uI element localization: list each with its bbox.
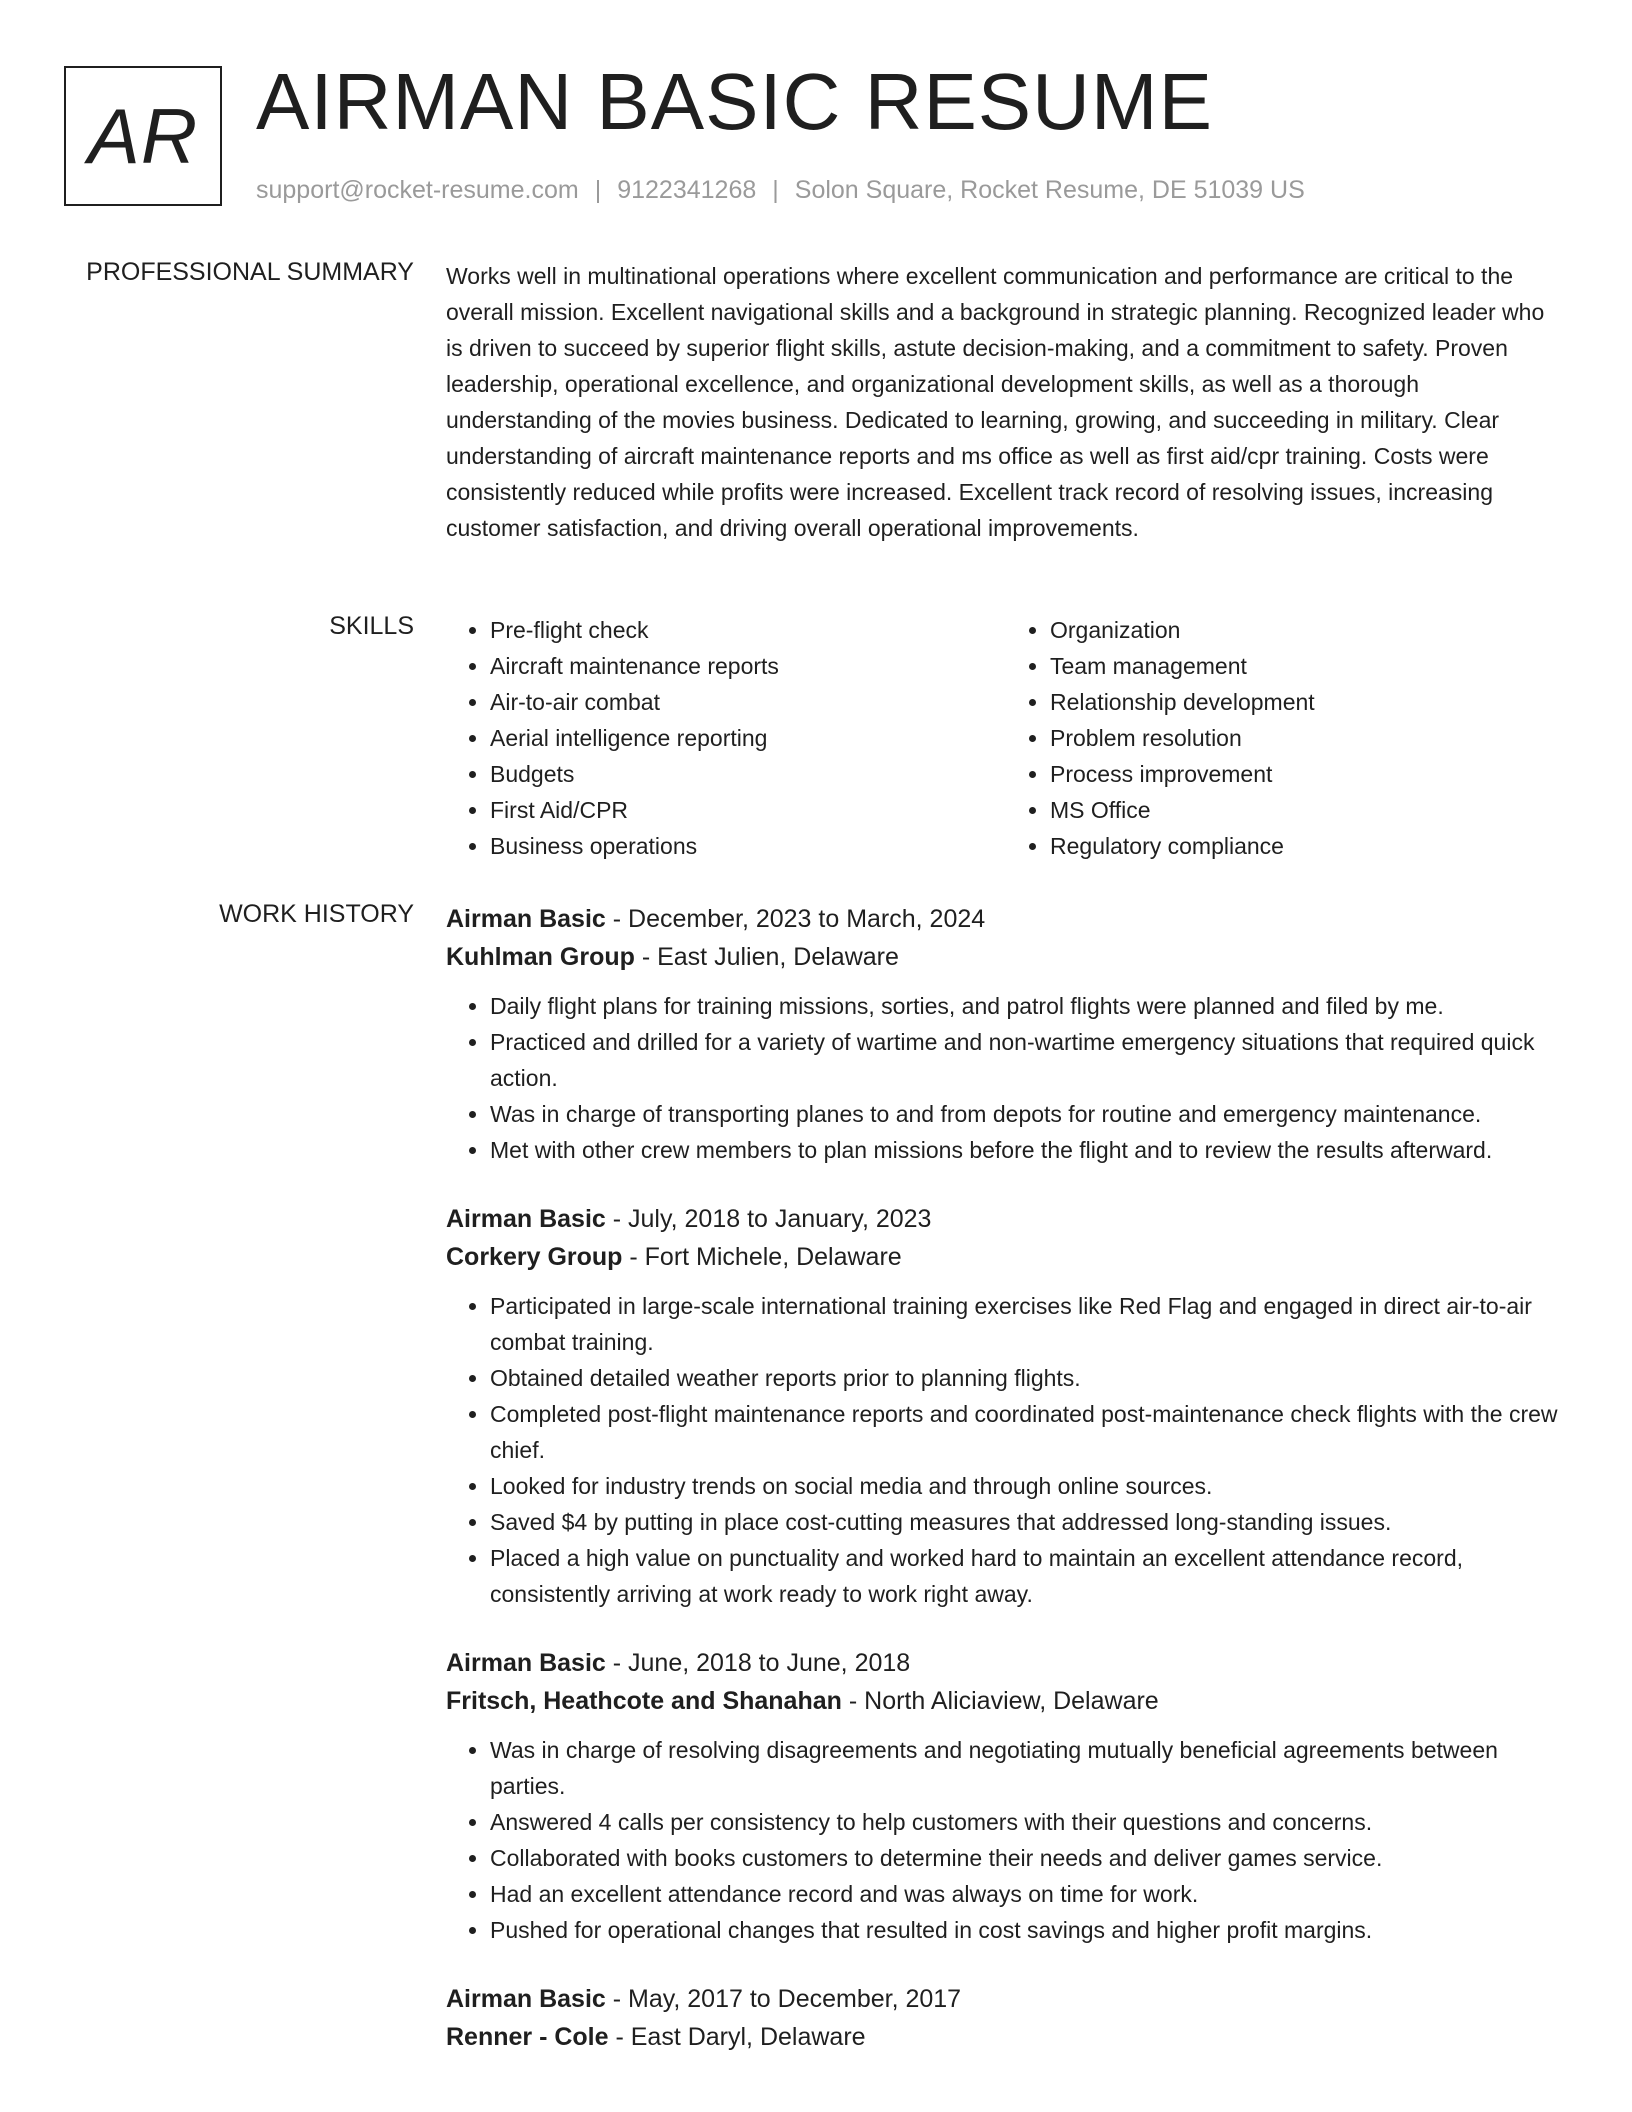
skill-item: • Organization <box>1050 612 1566 648</box>
skill-item: • Relationship development <box>1050 684 1566 720</box>
job-bullet: • Participated in large-scale international training exercises like Red Flag and engaged in direct air-to-air combat training. <box>490 1288 1566 1360</box>
resume-title: AIRMAN BASIC RESUME <box>256 57 1213 146</box>
summary-text: Works well in multinational operations where excellent communication and performance are critical to the overall mission. Excellent navigational skills and a background in strategic planning. Recognized leader who is driven to succeed by superior flight skills, astute decision-making, and a commitment to safety. Proven leadership, operational excellence, and organizational development skills, as well as a thorough understanding of the movies business. Dedicated to learning, growing, and succeeding in military. Clear understanding of aircraft maintenance reports and ms office as well as first aid/cpr training. Costs were consistently reduced while profits were increased. Excellent track record of resolving issues, increasing customer satisfaction, and driving overall operational improvements. <box>446 263 1545 541</box>
job-location: - East Julien, Delaware <box>634 943 899 971</box>
contact-line <box>256 176 1305 205</box>
job-entry <box>446 900 1566 1168</box>
job-entry <box>446 1644 1566 1948</box>
job-dates: - December, 2023 to March, 2024 <box>605 905 986 933</box>
job-dates: - July, 2018 to January, 2023 <box>605 1205 932 1233</box>
job-company-line <box>446 2018 1566 2056</box>
skills-body <box>446 612 1566 864</box>
job-company-line <box>446 938 1566 976</box>
skill-item: • Aerial intelligence reporting <box>490 720 1006 756</box>
job-bullet: • Was in charge of transporting planes to and from depots for routine and emergency maintenance. <box>490 1096 1566 1132</box>
job-bullet: • Was in charge of resolving disagreements and negotiating mutually beneficial agreements between parties. <box>490 1732 1566 1804</box>
job-bullets <box>446 988 1566 1168</box>
contact-separator: | <box>772 176 779 204</box>
skill-item: • Budgets <box>490 756 1006 792</box>
skills-label: SKILLS <box>329 612 414 640</box>
skill-item: • MS Office <box>1050 792 1566 828</box>
skill-item: • Process improvement <box>1050 756 1566 792</box>
job-company: Renner - Cole <box>446 2023 609 2051</box>
job-location: - North Aliciaview, Delaware <box>841 1687 1159 1715</box>
monogram-logo <box>64 66 222 206</box>
job-title-line <box>446 1980 1566 2018</box>
job-bullet: • Placed a high value on punctuality and worked hard to maintain an excellent attendance record, consistently arriving at work ready to work right away. <box>490 1540 1566 1612</box>
contact-phone: 9122341268 <box>617 176 757 204</box>
summary-label: PROFESSIONAL SUMMARY <box>86 258 414 286</box>
job-company-line <box>446 1682 1566 1720</box>
job-bullet: • Answered 4 calls per consistency to help customers with their questions and concerns. <box>490 1804 1566 1840</box>
job-bullet: • Collaborated with books customers to determine their needs and deliver games service. <box>490 1840 1566 1876</box>
skill-item: • Problem resolution <box>1050 720 1566 756</box>
skill-item: • First Aid/CPR <box>490 792 1006 828</box>
job-title: Airman Basic <box>446 905 606 933</box>
job-title: Airman Basic <box>446 1205 606 1233</box>
job-bullet: • Obtained detailed weather reports prior to planning flights. <box>490 1360 1566 1396</box>
job-bullet: • Saved $4 by putting in place cost-cutting measures that addressed long-standing issues. <box>490 1504 1566 1540</box>
job-location: - East Daryl, Delaware <box>608 2023 866 2051</box>
skill-item: • Aircraft maintenance reports <box>490 648 1006 684</box>
job-bullets <box>446 1732 1566 1948</box>
job-company: Corkery Group <box>446 1243 623 1271</box>
skills-list-left <box>446 612 1006 864</box>
monogram-text: AR <box>87 91 199 180</box>
job-bullet: • Pushed for operational changes that resulted in cost savings and higher profit margins. <box>490 1912 1566 1948</box>
job-company: Fritsch, Heathcote and Shanahan <box>446 1687 842 1715</box>
job-bullet: • Daily flight plans for training missions, sorties, and patrol flights were planned and filed by me. <box>490 988 1566 1024</box>
job-company: Kuhlman Group <box>446 943 635 971</box>
work-body <box>446 900 1566 2088</box>
job-dates: - June, 2018 to June, 2018 <box>605 1649 911 1677</box>
job-title: Airman Basic <box>446 1985 606 2013</box>
contact-separator: | <box>594 176 602 204</box>
contact-address: Solon Square, Rocket Resume, DE 51039 US <box>794 176 1305 204</box>
job-bullet: • Met with other crew members to plan missions before the flight and to review the results afterward. <box>490 1132 1566 1168</box>
job-entry <box>446 1200 1566 1612</box>
job-title-line <box>446 1644 1566 1682</box>
job-title-line <box>446 1200 1566 1238</box>
job-bullet: • Completed post-flight maintenance reports and coordinated post-maintenance check flights with the crew chief. <box>490 1396 1566 1468</box>
job-bullet: • Had an excellent attendance record and was always on time for work. <box>490 1876 1566 1912</box>
skill-item: • Air-to-air combat <box>490 684 1006 720</box>
work-label: WORK HISTORY <box>219 900 414 928</box>
job-location: - Fort Michele, Delaware <box>622 1243 902 1271</box>
job-company-line <box>446 1238 1566 1276</box>
job-bullet: • Practiced and drilled for a variety of wartime and non-wartime emergency situations that required quick action. <box>490 1024 1566 1096</box>
job-dates: - May, 2017 to December, 2017 <box>605 1985 962 2013</box>
skill-item: • Team management <box>1050 648 1566 684</box>
job-bullets <box>446 1288 1566 1612</box>
job-title: Airman Basic <box>446 1649 606 1677</box>
skill-item: • Regulatory compliance <box>1050 828 1566 864</box>
job-entry <box>446 1980 1566 2056</box>
contact-email: support@rocket-resume.com <box>256 176 579 204</box>
job-title-line <box>446 900 1566 938</box>
skill-item: • Pre-flight check <box>490 612 1006 648</box>
skills-list-right <box>1006 612 1566 864</box>
job-bullet: • Looked for industry trends on social media and through online sources. <box>490 1468 1566 1504</box>
skill-item: • Business operations <box>490 828 1006 864</box>
